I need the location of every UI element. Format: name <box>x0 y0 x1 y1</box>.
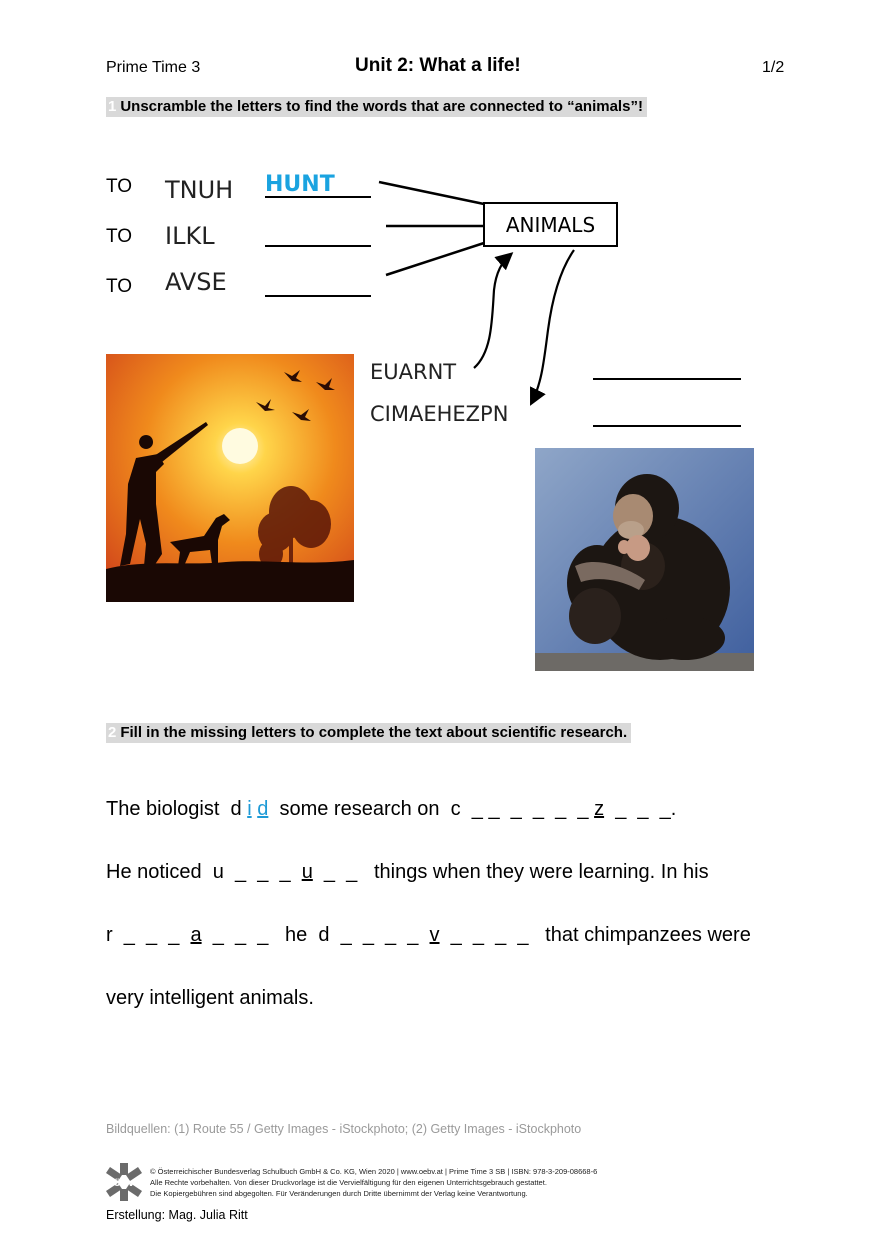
sentence-text: He noticed u _ _ _ <box>106 861 302 883</box>
page-number: 1/2 <box>762 59 785 76</box>
given-letter: z <box>594 798 605 820</box>
to-label: TO <box>106 276 133 297</box>
animals-box: ANIMALS <box>483 202 618 247</box>
scrambled-word: TNUH <box>165 176 234 204</box>
legal-notice <box>150 1166 597 1199</box>
oebv-logo <box>106 1163 142 1201</box>
legal-line: © Österreichischer Bundesverlag Schulbuch GmbH & Co. KG, Wien 2020 | www.oebv.at | Prime Time 3 SB | ISBN: 978-3-209-08668-6 <box>150 1167 598 1176</box>
sentence-text: _ _ _ he d _ _ _ _ <box>201 924 430 946</box>
answer-text: HUNT <box>265 172 335 197</box>
filled-letter[interactable]: i <box>247 798 252 820</box>
gap-sentence-4: very intelligent animals. <box>106 987 314 1009</box>
sentence-text: _ _ things when they were learning. In his <box>312 861 709 883</box>
gap-sentence-1 <box>106 798 676 821</box>
page-title: Unit 2: What a life! <box>355 55 521 76</box>
given-letter: u <box>301 861 313 883</box>
task1-instruction: Unscramble the letters to find the words that are connected to “animals”! <box>120 98 643 115</box>
task1-number: 1 <box>108 98 117 115</box>
svg-text:öbv: öbv <box>113 1178 135 1189</box>
hunter-image <box>106 354 354 602</box>
sentence-text: The biologist d <box>106 798 248 820</box>
filled-letter[interactable]: d <box>257 798 269 820</box>
sentence-text: _ _ _. <box>604 798 677 820</box>
chimpanzee-image <box>535 448 754 671</box>
scrambled-word: CIMAEHEZPN <box>370 402 509 426</box>
sentence-text: some research on c _ _ _ _ _ _ <box>268 798 595 820</box>
answer-line[interactable] <box>593 425 741 427</box>
sentence-text: _ _ _ _ that chimpanzees were <box>439 924 751 946</box>
scrambled-word: EUARNT <box>370 360 457 384</box>
task2-instruction: Fill in the missing letters to complete the text about scientific research. <box>120 724 628 741</box>
legal-line: Die Kopiergebühren sind abgegolten. Für Veränderungen durch Dritte übernimmt der Verlag keine Verantwortung. <box>150 1189 528 1198</box>
gap-sentence-2 <box>106 861 709 884</box>
gap-sentence-3 <box>106 924 751 947</box>
scrambled-word: ILKL <box>165 222 215 250</box>
given-letter: v <box>429 924 440 946</box>
book-title: Prime Time 3 <box>106 59 201 76</box>
task2-heading <box>106 723 631 743</box>
to-label: TO <box>106 176 133 197</box>
author: Erstellung: Mag. Julia Ritt <box>106 1208 248 1222</box>
given-letter: a <box>190 924 202 946</box>
answer-line[interactable] <box>593 378 741 380</box>
image-credits: Bildquellen: (1) Route 55 / Getty Images - iStockphoto; (2) Getty Images - iStockphoto <box>106 1122 582 1136</box>
to-label: TO <box>106 226 133 247</box>
legal-line: Alle Rechte vorbehalten. Von dieser Druckvorlage ist die Vervielfältigung für den eigenen Unterrichtsgebrauch gestattet. <box>150 1178 547 1187</box>
scrambled-word: AVSE <box>165 268 227 296</box>
sentence-text: r _ _ _ <box>106 924 191 946</box>
task2-number: 2 <box>108 724 117 741</box>
